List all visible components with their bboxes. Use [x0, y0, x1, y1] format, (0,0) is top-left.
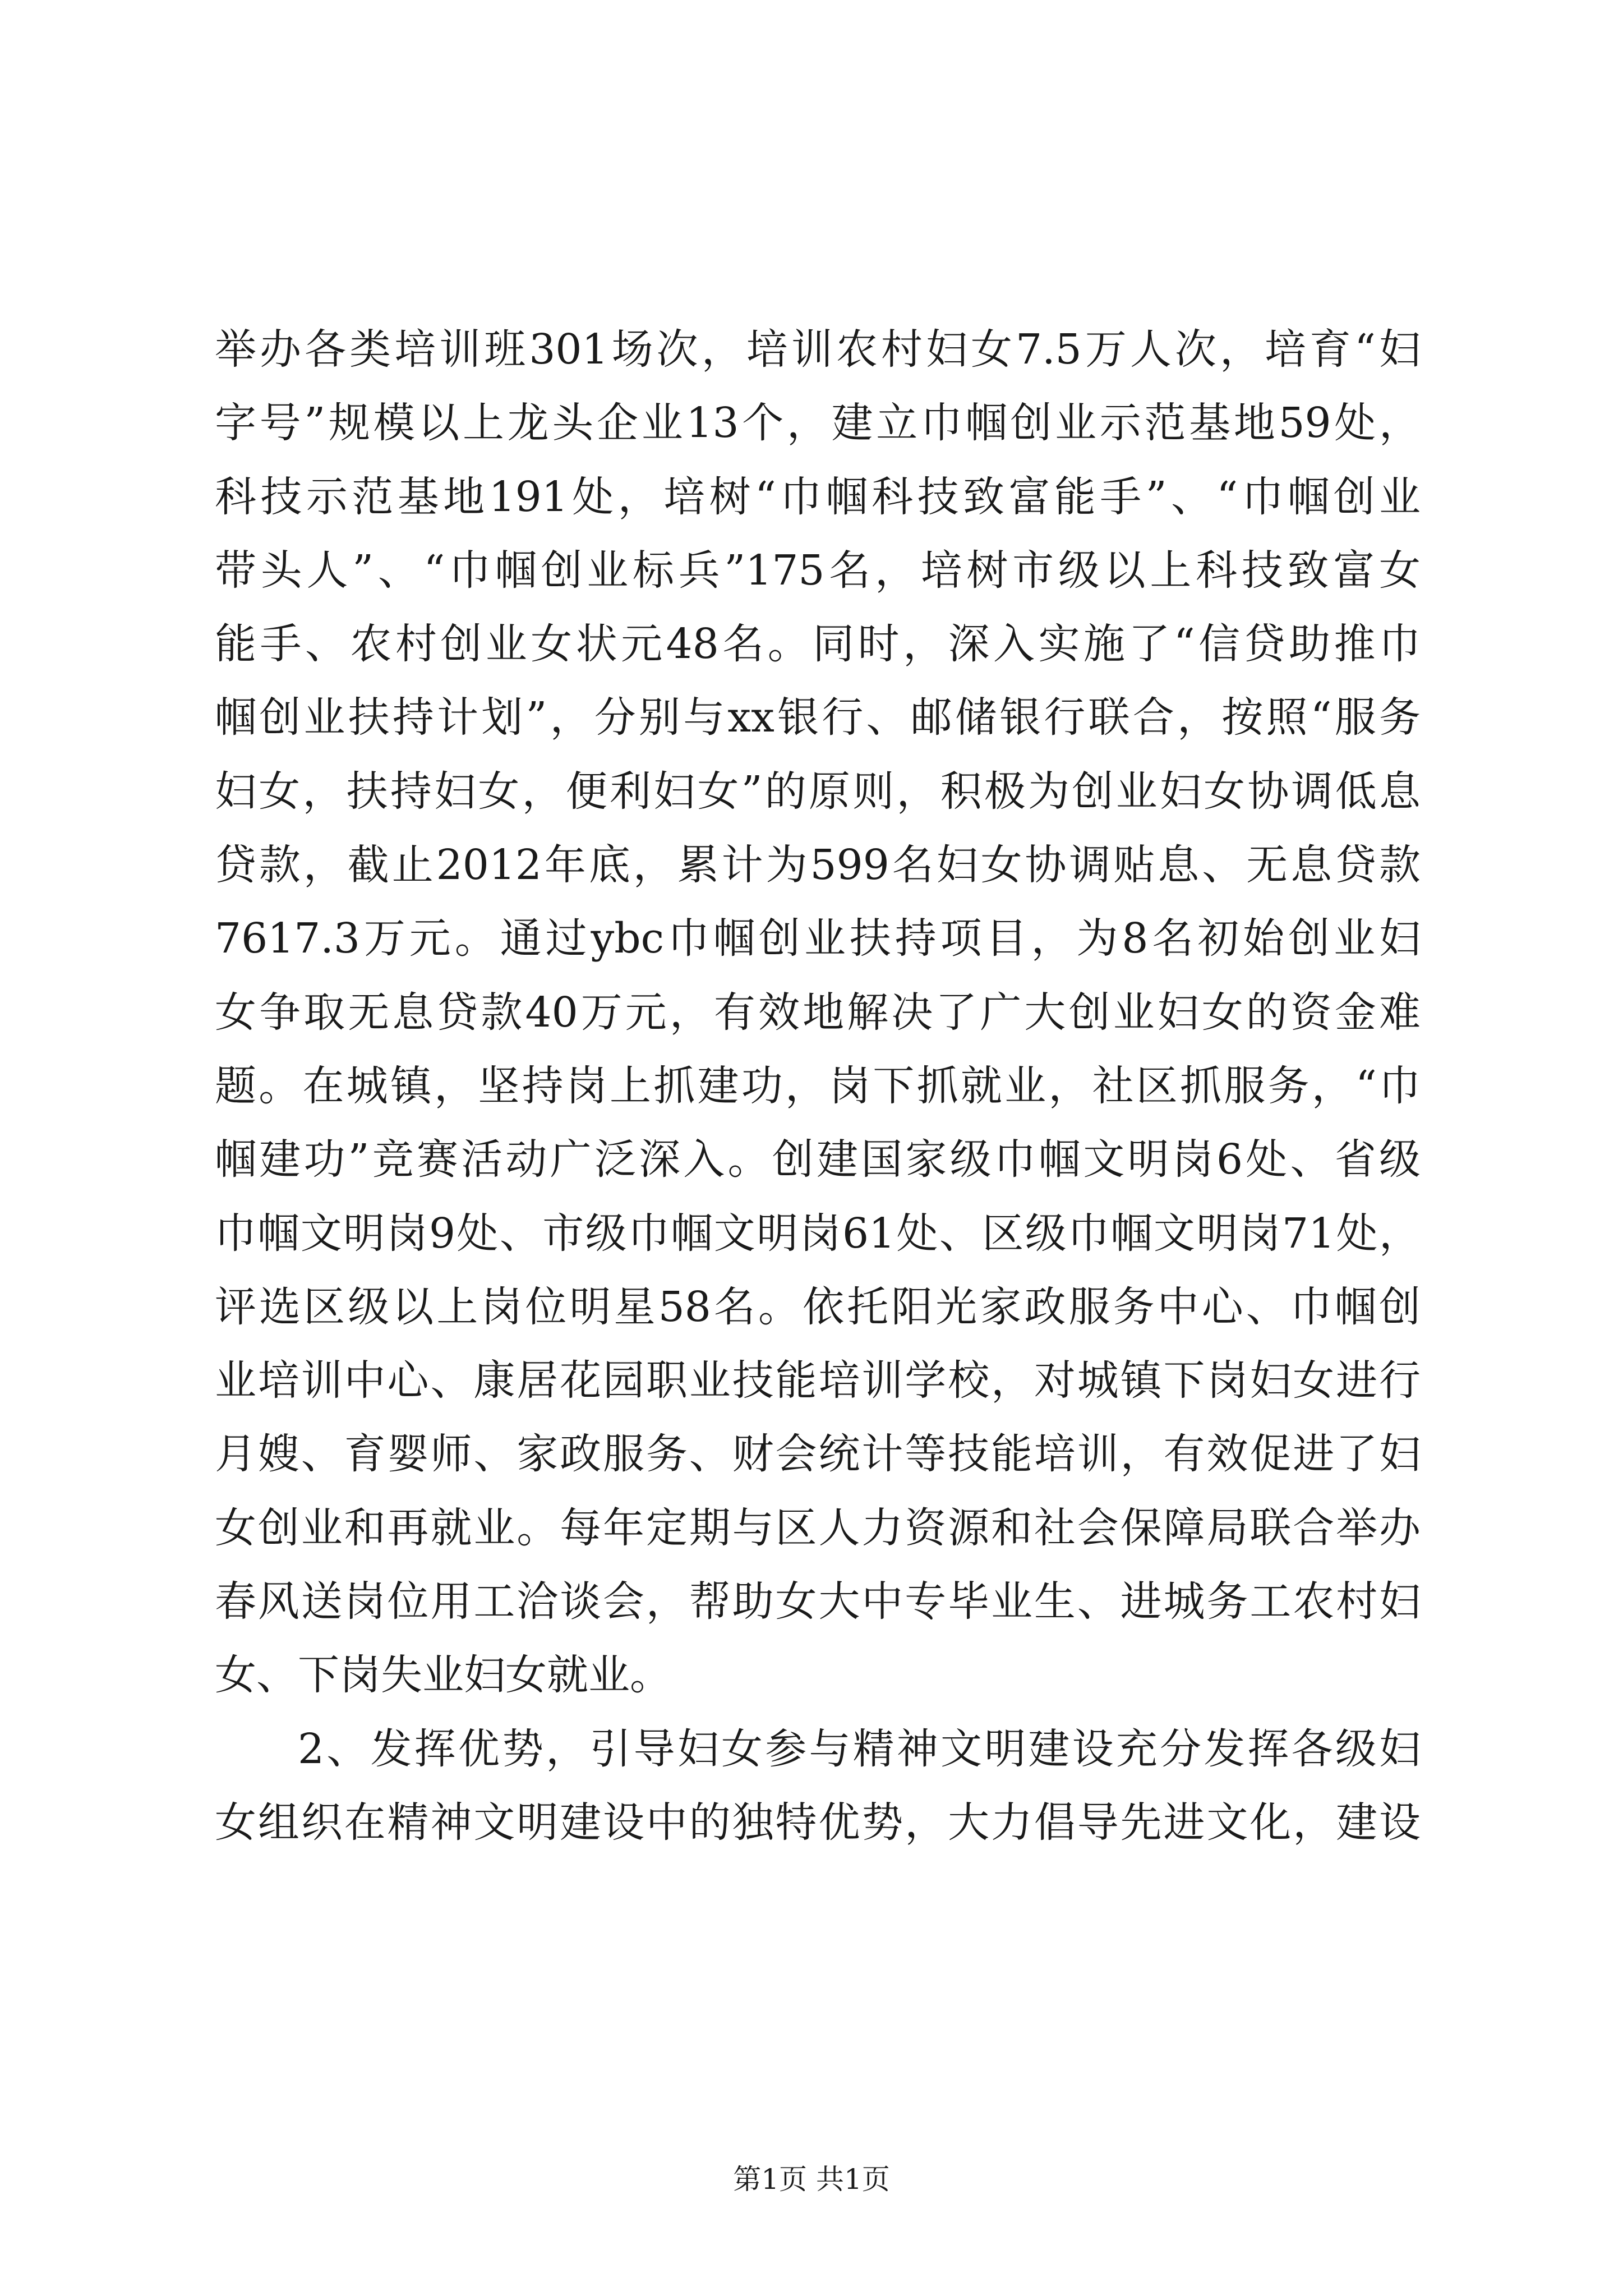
text-line: 妇女，扶持妇女，便利妇女”的原则，积极为创业妇女协调低息 — [215, 767, 1421, 816]
text-line: 能手、农村创业女状元48名。同时，深入实施了“信贷助推巾 — [215, 620, 1421, 669]
text-line: 题。在城镇，坚持岗上抓建功，岗下抓就业，社区抓服务，“巾 — [215, 1061, 1421, 1110]
text-line: 帼建功”竞赛活动广泛深入。创建国家级巾帼文明岗6处、省级 — [215, 1135, 1421, 1184]
paragraph-first-line: 2、发挥优势，引导妇女参与精神文明建设充分发挥各级妇 — [298, 1724, 1421, 1773]
body-text — [215, 313, 1421, 1860]
text-line: 女创业和再就业。每年定期与区人力资源和社会保障局联合举办 — [215, 1503, 1421, 1552]
text-line: 举办各类培训班301场次，培训农村妇女7.5万人次，培育“妇 — [215, 325, 1421, 374]
text-line: 业培训中心、康居花园职业技能培训学校，对城镇下岗妇女进行 — [215, 1356, 1421, 1405]
text-line: 7617.3万元。通过ybc巾帼创业扶持项目，为8名初始创业妇 — [215, 914, 1421, 963]
text-line: 评选区级以上岗位明星58名。依托阳光家政服务中心、巾帼创 — [215, 1282, 1421, 1331]
text-line: 巾帼文明岗9处、市级巾帼文明岗61处、区级巾帼文明岗71处， — [215, 1209, 1421, 1258]
text-line: 女争取无息贷款40万元，有效地解决了广大创业妇女的资金难 — [215, 988, 1421, 1037]
text-line: 贷款，截止2012年底，累计为599名妇女协调贴息、无息贷款 — [215, 841, 1421, 890]
text-line: 带头人”、“巾帼创业标兵”175名，培树市级以上科技致富女 — [215, 546, 1421, 595]
text-line: 月嫂、育婴师、家政服务、财会统计等技能培训，有效促进了妇 — [215, 1430, 1421, 1479]
text-line: 女组织在精神文明建设中的独特优势，大力倡导先进文化，建设 — [215, 1798, 1421, 1847]
text-line: 字号”规模以上龙头企业13个，建立巾帼创业示范基地59处， — [215, 399, 1421, 448]
text-line: 科技示范基地191处，培树“巾帼科技致富能手”、“巾帼创业 — [215, 472, 1421, 521]
page-footer — [0, 2157, 1623, 2197]
text-line: 帼创业扶持计划”，分别与xx银行、邮储银行联合，按照“服务 — [215, 693, 1421, 742]
paragraph-last-line: 女、下岗失业妇女就业。 — [215, 1651, 671, 1700]
text-line: 春风送岗位用工洽谈会，帮助女大中专毕业生、进城务工农村妇 — [215, 1577, 1421, 1626]
page-number-label: 第1页 共1页 — [733, 2163, 890, 2196]
